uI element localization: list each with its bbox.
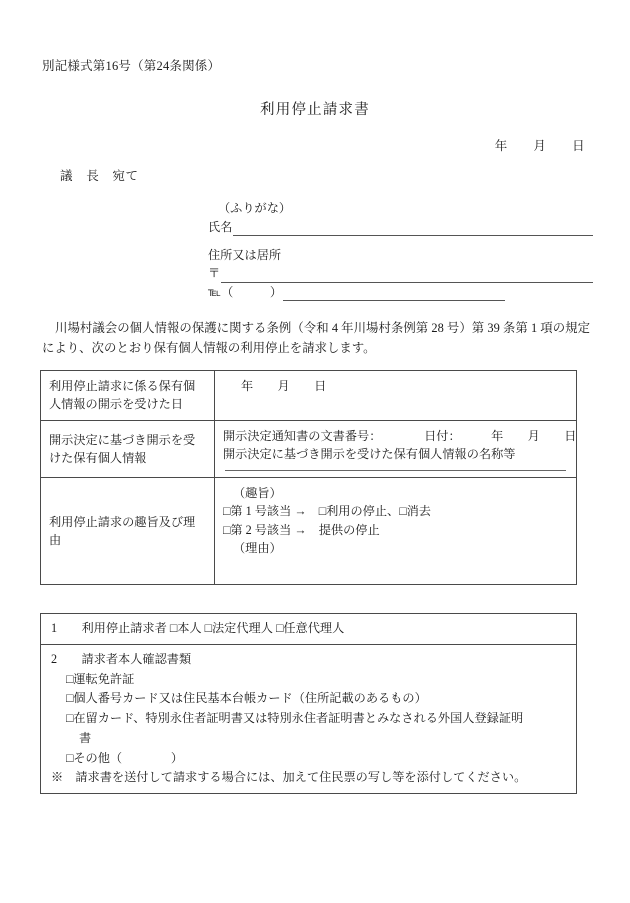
requester-type-line[interactable]: 1 利用停止請求者 □本人 □法定代理人 □任意代理人 — [51, 621, 345, 635]
checkbox-my-number-card[interactable]: □個人番号カード又は住民基本台帳カード（住所記載のあるもの） — [66, 691, 427, 706]
name-field-row — [208, 218, 593, 236]
row-label-purpose-reason: 利用停止請求の趣旨及び理由 — [41, 478, 215, 585]
telephone-field-row — [208, 283, 593, 301]
address-label: 住所又は居所 — [208, 247, 282, 262]
table-row — [41, 644, 577, 793]
row-value-purpose-reason[interactable] — [215, 478, 577, 585]
reason-heading: （理由） — [233, 541, 282, 556]
request-details-table — [40, 370, 577, 585]
page-title: 利用停止請求書 — [260, 102, 370, 118]
addressee-label: 議 長 宛て — [60, 169, 139, 183]
spacer — [208, 236, 593, 246]
requester-type-row[interactable] — [41, 614, 577, 645]
disclosed-info-name-field[interactable]: 開示決定に基づき開示を受けた保有個人情報の名称等 — [223, 446, 516, 461]
checkbox-residence-card-continuation: 書 — [79, 730, 92, 745]
telephone-parens: （ ） — [221, 284, 283, 299]
postal-field-row — [208, 264, 593, 282]
notice-document-number-field[interactable]: 開示決定通知書の文書番号： 日付： 年 月 日 — [223, 428, 577, 443]
name-label: 氏名 — [208, 219, 233, 234]
checkbox-other-document[interactable]: □その他（ ） — [66, 750, 184, 765]
table-row — [41, 614, 577, 645]
telephone-input-rule[interactable] — [283, 287, 505, 301]
submission-date-line: 年 月 日 — [494, 139, 585, 153]
table-row — [41, 371, 577, 421]
address-input-rule[interactable] — [221, 269, 593, 283]
postal-code-icon: 〒 — [208, 266, 221, 281]
disclosed-info-input-rule[interactable] — [225, 469, 566, 471]
table-row — [41, 478, 577, 585]
checkbox-item-clause-2[interactable]: □第 2 号該当 → 提供の停止 — [223, 522, 380, 537]
telephone-icon: ℡ — [208, 284, 222, 299]
checkbox-item-clause-1[interactable]: □第 1 号該当 → □利用の停止、□消去 — [223, 504, 431, 519]
applicant-block — [208, 200, 593, 301]
identity-verification-box — [40, 613, 577, 794]
form-number-label: 別記様式第16号（第24条関係） — [42, 59, 221, 73]
verification-documents-row[interactable] — [41, 644, 577, 793]
verification-documents-heading: 2 請求者本人確認書類 — [51, 651, 192, 666]
lead-paragraph: 川場村議会の個人情報の保護に関する条例（令和 4 年川場村条例第 28 号）第 39 条第 1 項の規定により、次のとおり保有個人情報の利用停止を請求します。 — [42, 321, 590, 356]
row-label-disclosure-date: 利用停止請求に係る保有個人情報の開示を受けた日 — [41, 371, 215, 421]
mailing-note: ※ 請求書を送付して請求する場合には、加えて住民票の写し等を添付してください。 — [51, 770, 527, 785]
furigana-label: （ふりがな） — [218, 201, 292, 215]
checkbox-residence-card[interactable]: □在留カード、特別永住者証明書又は特別永住者証明書とみなされる外国人登録証明 — [66, 711, 524, 726]
row-value-disclosed-info[interactable] — [215, 420, 577, 478]
table-row — [41, 420, 577, 478]
name-input-rule[interactable] — [233, 222, 593, 236]
checkbox-drivers-license[interactable]: □運転免許証 — [66, 671, 135, 686]
purpose-heading: （趣旨） — [233, 486, 282, 501]
row-value-disclosure-date[interactable] — [215, 371, 577, 421]
disclosure-date-field[interactable]: 年 月 日 — [241, 379, 327, 393]
row-label-disclosed-info: 開示決定に基づき開示を受けた保有個人情報 — [41, 420, 215, 478]
